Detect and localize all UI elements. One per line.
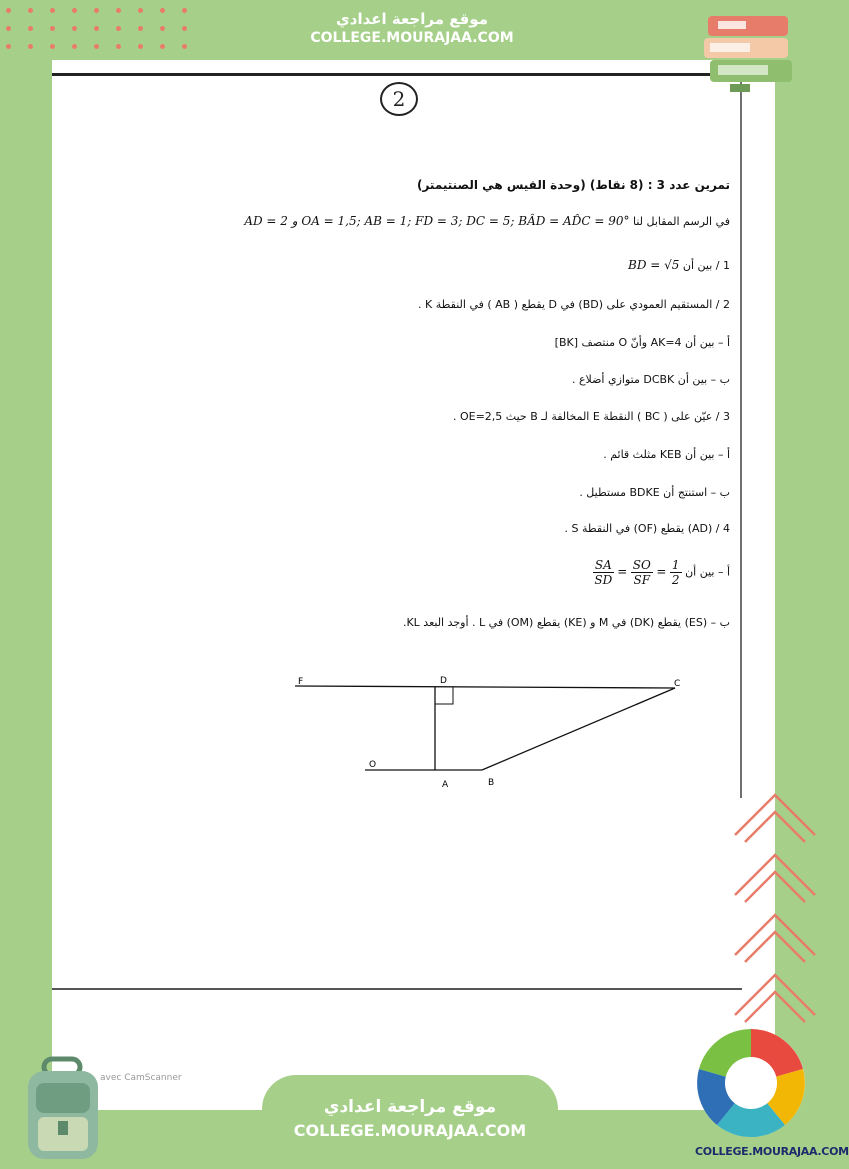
top-rule (52, 73, 742, 76)
question-4: 4 / (AD) يقطع (OF) في النقطة S . (564, 522, 730, 535)
page-edge (740, 78, 742, 798)
label-c: C (674, 679, 681, 689)
page-number: 2 (380, 82, 418, 116)
question-4a: أ – بين أن $\frac{SA}{SD}$ = $\frac{SO}{SF}$ = $\frac{1}{2}$ (594, 558, 730, 587)
site-name-arabic: موقع مراجعة اعدادي (323, 1097, 497, 1117)
given-intro: في الرسم المقابل لنا (632, 215, 730, 228)
site-url[interactable]: COLLEGE.MOURAJAA.COM (293, 1121, 527, 1140)
education-wheel-icon (695, 1025, 815, 1143)
question-2b: ب – بين أن DCBK متوازي أضلاع . (571, 373, 730, 386)
question-3b: ب – استنتج أن BDKE مستطيل . (579, 486, 730, 499)
question-4b: ب – (ES) يقطع (DK) في M و (KE) يقطع (OM) في L . أوجد البعد KL. (402, 616, 730, 629)
site-url[interactable]: COLLEGE.MOURAJAA.COM (310, 30, 514, 46)
line-fc (295, 686, 675, 688)
question-1-math: BD = √5 (628, 258, 680, 272)
fraction-so-sf: $\frac{SO}{SF}$ (632, 558, 651, 587)
books-icon (700, 10, 800, 95)
bottom-rule (52, 988, 742, 990)
label-a: A (442, 780, 449, 790)
label-o: O (369, 760, 377, 770)
site-banner-top[interactable] (262, 0, 562, 58)
fraction-one-half: $\frac{1}{2}$ (671, 558, 680, 587)
scanner-watermark: avec CamScanner (100, 1073, 182, 1083)
question-1-text: 1 / بين أن (682, 259, 730, 272)
backpack-icon (14, 1055, 114, 1165)
question-3: 3 / عيّن على ( BC ) النقطة E المخالفة لـ B حيث OE=2,5 . (452, 410, 730, 423)
right-angle-mark (435, 687, 453, 704)
given-data (244, 214, 730, 228)
exercise-title: تمرين عدد 3 : (8 نقاط) (وحدة القيس هي الصنتيمتر) (416, 178, 730, 192)
label-f: F (298, 677, 304, 687)
question-1 (628, 258, 730, 272)
fraction-sa-sd: $\frac{SA}{SD}$ (594, 558, 613, 587)
site-name-arabic: موقع مراجعة اعدادي (336, 10, 488, 28)
geometry-figure (290, 672, 690, 792)
segment-bc (482, 688, 675, 770)
label-d: D (440, 676, 447, 686)
logo-url: COLLEGE.MOURAJAA.COM (695, 1145, 849, 1158)
site-banner-bottom[interactable] (262, 1075, 558, 1169)
decorative-dots (6, 8, 206, 58)
question-3a: أ – بين أن KEB مثلث قائم . (603, 448, 730, 461)
question-2: 2 / المستقيم العمودي على (BD) في D يقطع ( AB ) في النقطة K . (418, 298, 730, 311)
chevron-decoration-icon (730, 790, 820, 1020)
site-logo[interactable] (695, 1025, 849, 1165)
given-math: AD = 2 و OA = 1,5; AB = 1; FD = 3; DC = 5; BÂD = AD̂C = 90° (244, 214, 630, 228)
label-b: B (488, 778, 495, 788)
question-4a-text: أ – بين أن (685, 565, 730, 579)
question-2a: أ – بين أن AK=4 وأنّ O منتصف [BK] (554, 336, 730, 349)
